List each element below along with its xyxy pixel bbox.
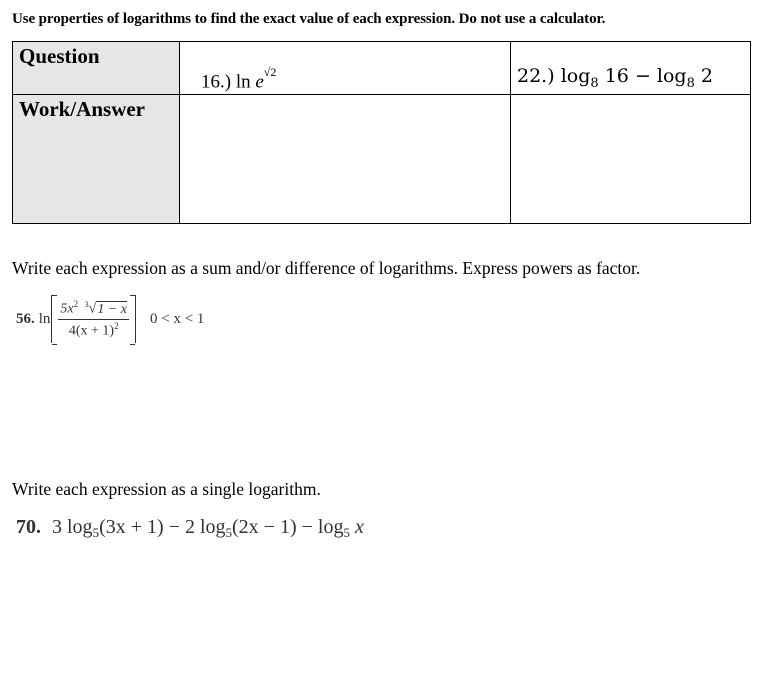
problem-56: 56. ln $\frac{5x^2 ^3√1 - x}{4(x + 1)^2}$ 0 < x < 1 — [16, 294, 204, 344]
question-22-cell — [511, 42, 751, 95]
radical-icon: √ — [88, 301, 97, 317]
numerator: $5x^2$ $^3$√1 − x — [58, 299, 129, 320]
answer-22-cell[interactable] — [511, 95, 751, 224]
instructions-condense: Write each expression as a single logarithm. — [12, 479, 321, 499]
instructions-expand: Write each expression as a sum and/or difference of logarithms. Express powers as factor. — [12, 258, 641, 278]
answer-16-cell[interactable] — [180, 95, 511, 224]
question-22: 22.) $\log_8 16 - \log_8 2$ — [517, 65, 714, 91]
work-answer-row — [13, 95, 751, 224]
question-16: 16.) $\ln e^{√2}$ — [201, 65, 277, 93]
fraction — [58, 299, 129, 339]
problem-70: 70. 3 $\log_5(3x + 1) - 2$ $\log_5(2x - 1) - \log_5 x$ — [16, 516, 364, 540]
bracket-expression — [51, 295, 136, 343]
denominator: $4(x + 1)^2$ — [68, 320, 119, 339]
domain-condition: 0 < x < 1 — [150, 310, 205, 327]
instructions-exact-value: Use properties of logarithms to find the exact value of each expression. Do not use a calculator. — [12, 11, 606, 27]
question-table — [12, 41, 751, 224]
question-16-cell — [180, 42, 511, 95]
question-label: Question — [13, 42, 180, 95]
question-row — [13, 42, 751, 95]
work-answer-label: Work/Answer — [13, 95, 180, 224]
